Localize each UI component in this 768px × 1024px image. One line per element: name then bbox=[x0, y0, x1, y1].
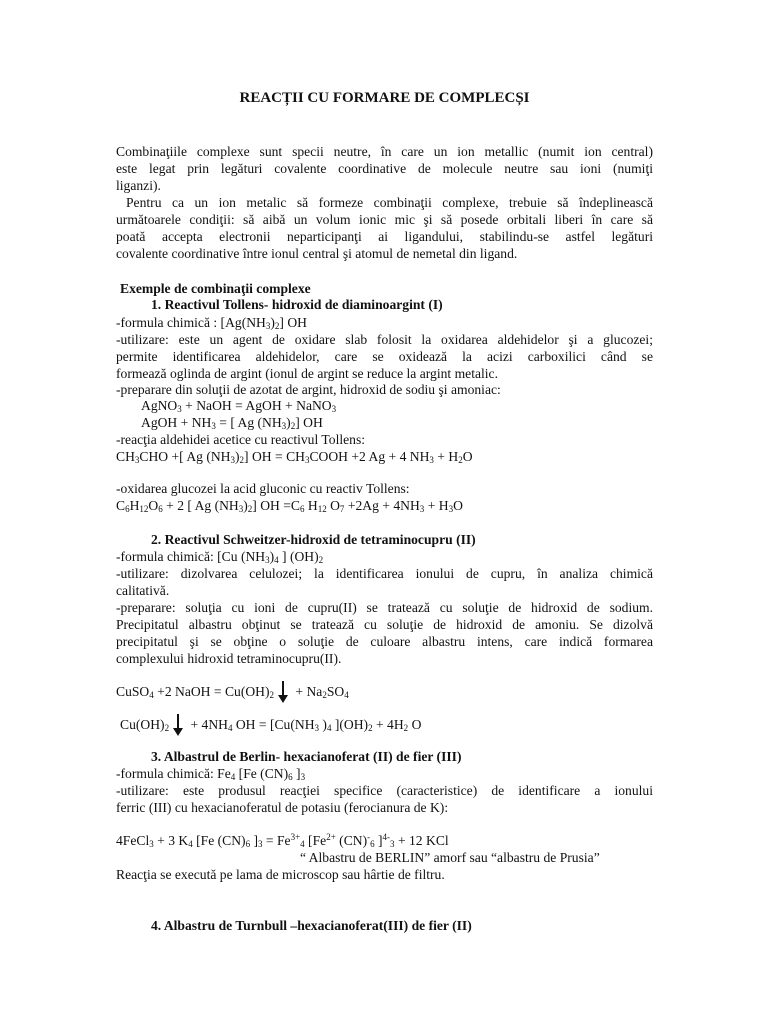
s1-util-2: permite identificarea aldehidelor, care se oxidează la acizi carboxilici când se bbox=[116, 349, 653, 364]
s1-eq-4: $C_6H_{12}O_6 + 2$ [ Ag $(NH_3)_2$] OH $=C_6$ $H_{12}$ $O_7 +2Ag + 4NH_3 + H_3O$ bbox=[116, 498, 463, 514]
s3-eq-1: 4FeCl$_3$ + 3 $K_4$ [Fe $(CN)_6$ ]$_3 = Fe^{3+}_4$ [$Fe^{2+}$ $(CN)^-_6$ ]$^{4-}_3$ + 12 KCl bbox=[116, 832, 449, 849]
page-title: REACȚII CU FORMARE DE COMPLECȘI bbox=[239, 90, 530, 106]
intro-line-3: liganzi). bbox=[116, 178, 161, 193]
s1-eq-1: AgNO$_3$ + NaOH = AgOH + NaNO$_3$ bbox=[141, 398, 337, 414]
precipitate-arrow-icon bbox=[172, 713, 184, 737]
s2-util-1: -utilizare: dizolvarea celulozei; la identificarea ionului de cupru, în analiza chimică bbox=[116, 566, 653, 581]
section-3-heading: 3. Albastrul de Berlin- hexacianoferat (II) de fier (III) bbox=[151, 749, 462, 764]
intro-line-2: este legat prin legături covalente coordinative de molecule neutre sau ioni (numiţi bbox=[116, 161, 653, 176]
section-2-heading: 2. Reactivul Schweitzer-hidroxid de tetraminocupru (II) bbox=[151, 532, 476, 547]
s2-eq-1: CuSO$_4$ +2 NaOH = $Cu(OH)_2 + Na_2SO_4$ bbox=[116, 680, 653, 704]
s1-glucose: -oxidarea glucozei la acid gluconic cu reactiv Tollens: bbox=[116, 481, 410, 496]
s3-exec: Reacţia se execută pe lama de microscop sau hârtie de filtru. bbox=[116, 867, 445, 882]
s3-util-2: ferric (III) cu hexacianoferatul de potasiu (ferocianura de K): bbox=[116, 800, 449, 815]
s2-eq-2: $Cu(OH)_2 + 4NH_4$ OH = [$Cu(NH_3$ )$_4$ ]$(OH)_2 + 4H_2$ O bbox=[120, 713, 657, 737]
examples-heading: Exemple de combinaţii complexe bbox=[120, 281, 311, 296]
intro-line-5: următoarele condiţii: să aibă un volum ionic mic şi să posede orbitali liberi în care să bbox=[116, 212, 653, 227]
s2-util-2: calitativă. bbox=[116, 583, 170, 598]
s2-prep-3: precipitatul şi se obţine o soluţie de culoare albastru intens, care indică formarea bbox=[116, 634, 653, 649]
section-1-heading: 1. Reactivul Tollens- hidroxid de diaminoargint (I) bbox=[151, 297, 443, 312]
s2-prep-1: -preparare: soluţia cu ioni de cupru(II) se tratează cu soluţie de hidroxid de sodium. bbox=[116, 600, 653, 615]
s1-formula: -formula chimică : $[Ag(NH_3)_2]$ OH bbox=[116, 315, 307, 331]
s3-util-1: -utilizare: este produsul reacţiei specifice (caracteristice) de identificare a ionului bbox=[116, 783, 653, 798]
s1-prep: -preparare din soluţii de azotat de argint, hidroxid de sodiu şi amoniac: bbox=[116, 382, 501, 397]
s1-acetic: -reacţia aldehidei acetice cu reactivul Tollens: bbox=[116, 432, 366, 447]
s3-formula: -formula chimică: $Fe_4$ [Fe $(CN)_6$ ]$_3$ bbox=[116, 766, 306, 782]
intro-line-6: poată accepta electronii neparticipanţi ai ligandului, stabilindu-se astfel legături bbox=[116, 229, 653, 244]
precipitate-arrow-icon bbox=[277, 680, 289, 704]
s1-eq-2: AgOH + $NH_3$ = [ Ag $(NH_3)_2$] OH bbox=[141, 415, 323, 431]
intro-line-1: Combinaţiile complexe sunt specii neutre, în care un ion metallic (numit ion central) bbox=[116, 144, 653, 159]
section-4-heading: 4. Albastru de Turnbull –hexacianoferat(III) de fier (II) bbox=[151, 918, 472, 933]
intro-line-7: covalente coordinative între ionul central şi atomul de nemetal din ligand. bbox=[116, 246, 518, 261]
intro-line-4: Pentru ca un ion metalic să formeze combinaţii complexe, trebuie să îndeplinească bbox=[126, 195, 653, 210]
s1-util-3: formează oglinda de argint (ionul de argint se reduce la argint metalic. bbox=[116, 366, 498, 381]
s1-util-1: -utilizare: este un agent de oxidare slab folosit la oxidarea aldehidelor şi a glucozei; bbox=[116, 332, 653, 347]
s2-formula: -formula chimică: [Cu $(NH_3)_4$ ] $(OH)_2$ bbox=[116, 549, 324, 565]
s2-prep-4: complexului hidroxid tetraminocupru(II). bbox=[116, 651, 342, 666]
s3-eq-note: “ Albastru de BERLIN” amorf sau “albastru de Prusia” bbox=[300, 850, 600, 865]
s1-eq-3: $CH_3CHO$ +[ Ag $(NH_3)_2$] OH = $CH_3COOH +2$ Ag + 4 $NH_3 + H_2O$ bbox=[116, 449, 473, 465]
s2-prep-2: Precipitatul albastru obţinut se tratează cu soluţie de hidroxid de amoniu. Se dizolvă bbox=[116, 617, 653, 632]
